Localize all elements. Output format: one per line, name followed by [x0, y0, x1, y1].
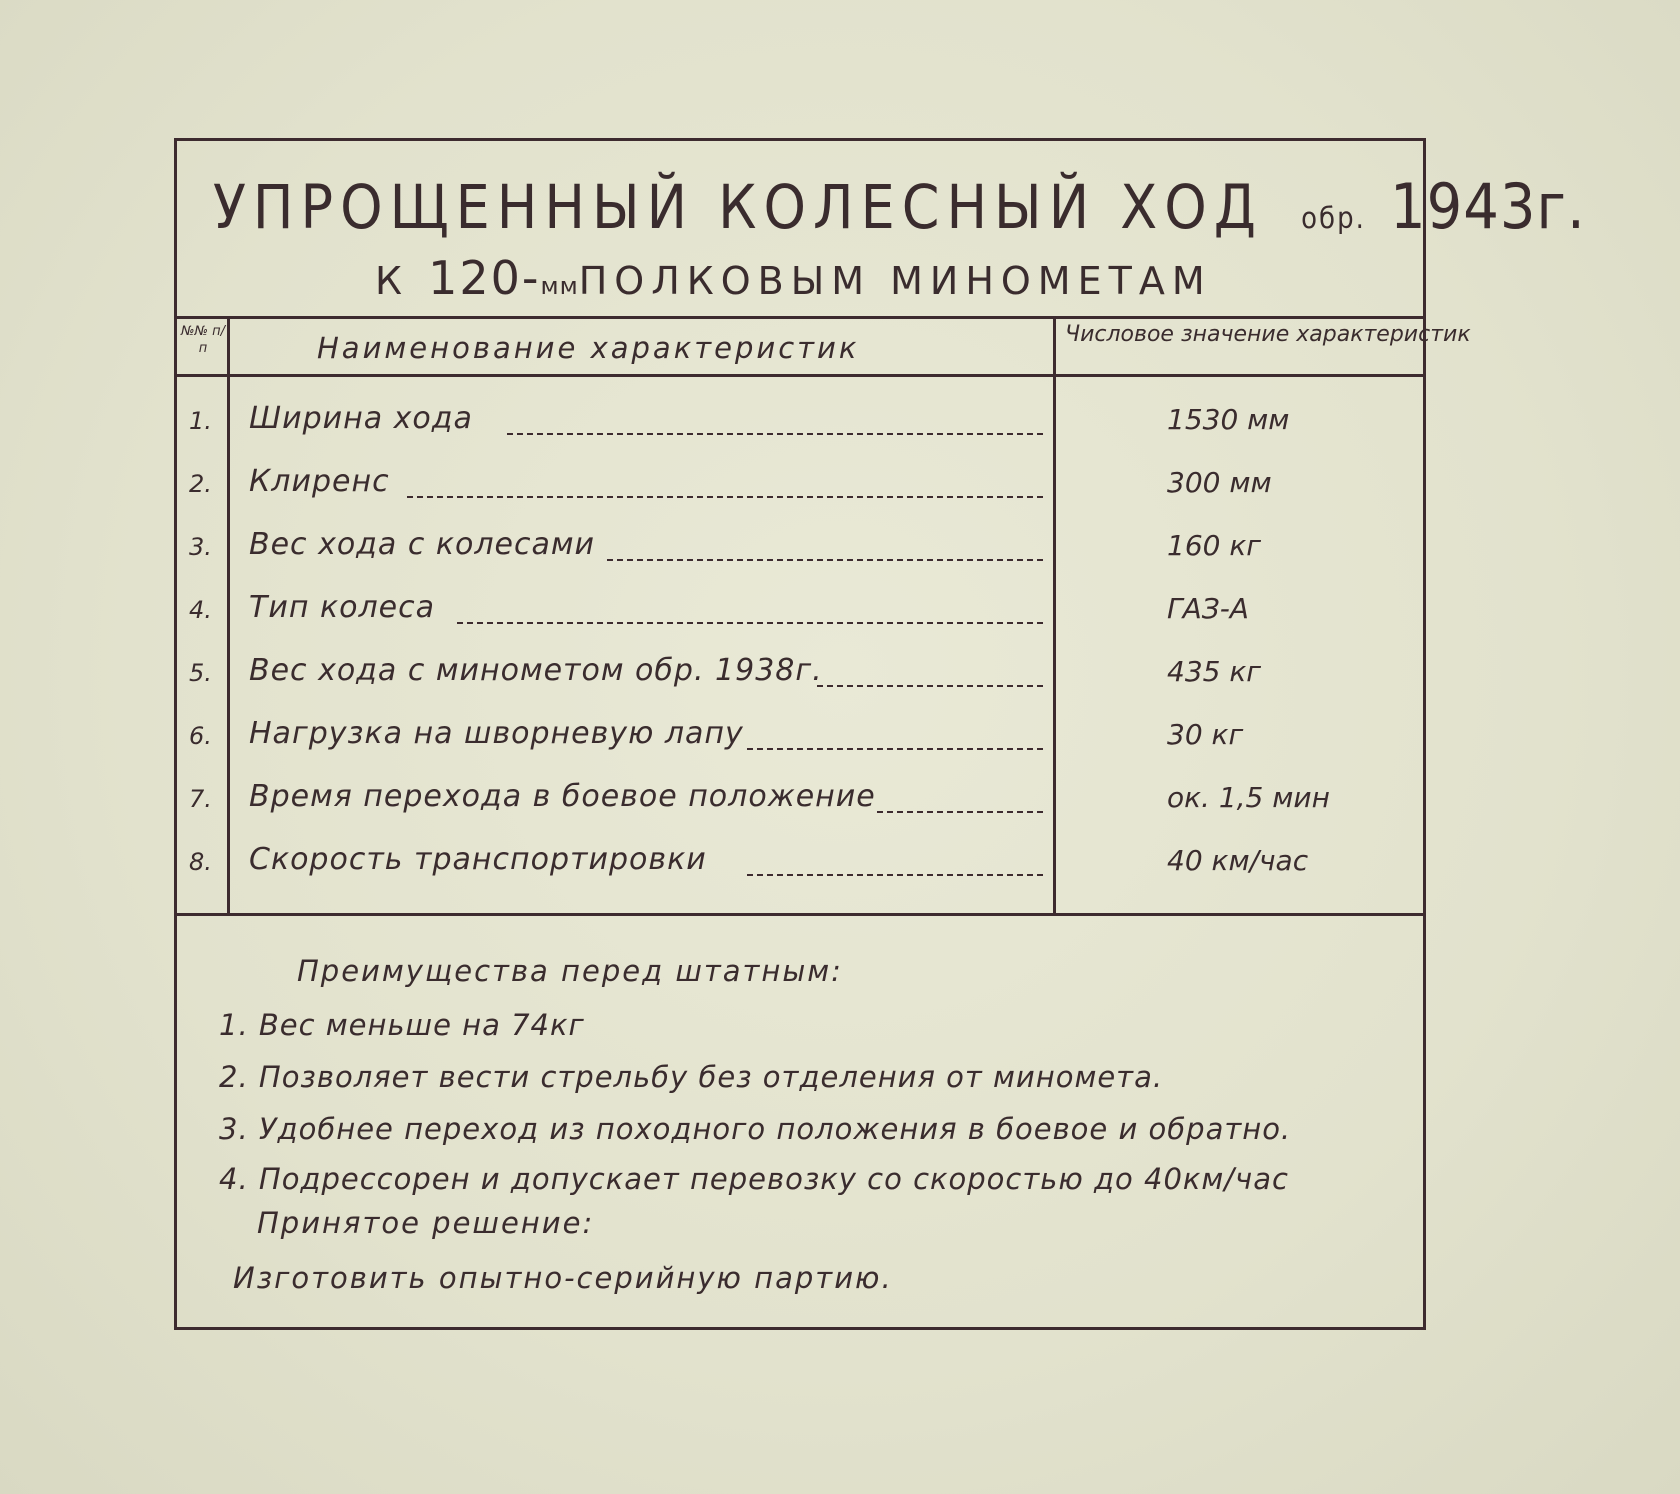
document-title — [213, 171, 1586, 244]
table-row — [177, 393, 1423, 455]
row-value: ок. 1,5 мин — [1167, 781, 1330, 814]
row-number: 3. — [189, 533, 212, 561]
row-value: 435 кг — [1167, 655, 1261, 688]
table-header-row — [177, 319, 1471, 377]
leader-dashes — [747, 874, 1043, 876]
row-number: 8. — [189, 848, 212, 876]
row-value: 40 км/час — [1167, 844, 1309, 877]
row-name: Скорость транспортировки — [249, 842, 707, 877]
row-number: 5. — [189, 659, 212, 687]
row-number: 2. — [189, 470, 212, 498]
leader-dashes — [817, 685, 1043, 687]
header-value: Числовое значение характеристик — [1065, 322, 1471, 347]
decision-title: Принятое решение: — [257, 1206, 595, 1240]
document-sheet — [174, 138, 1586, 1330]
row-value: 160 кг — [1167, 529, 1261, 562]
table-row — [177, 456, 1423, 518]
row-name: Клиренс — [249, 464, 390, 499]
row-name: Тип колеса — [249, 590, 435, 625]
row-name: Вес хода с колесами — [249, 527, 595, 562]
decision-text: Изготовить опытно-серийную партию. — [233, 1261, 893, 1295]
title-year: 1943г. — [1390, 171, 1586, 244]
table-row — [177, 519, 1423, 581]
row-number: 1. — [189, 407, 212, 435]
advantage-item: 1. Вес меньше на 74кг — [219, 1008, 585, 1042]
row-number: 4. — [189, 596, 212, 624]
table-row — [177, 834, 1423, 896]
advantage-item: 4. Подрессорен и допускает перевозку со скоростью до 40км/час — [219, 1162, 1289, 1196]
advantage-item: 2. Позволяет вести стрельбу без отделения от миномета. — [219, 1060, 1164, 1094]
title-obr: обр. — [1301, 202, 1366, 236]
row-name: Вес хода с минометом обр. 1938г. — [249, 653, 823, 688]
subtitle-mm: мм — [540, 272, 579, 300]
advantages-title: Преимущества перед штатным: — [297, 954, 843, 988]
row-number: 7. — [189, 785, 212, 813]
leader-dashes — [877, 811, 1043, 813]
header-name: Наименование характеристик — [317, 331, 860, 365]
subtitle-prefix: К — [375, 259, 409, 303]
header-number: №№ п/п — [180, 324, 226, 356]
row-name: Ширина хода — [249, 401, 473, 436]
subtitle-text: ПОЛКОВЫМ МИНОМЕТАМ — [578, 259, 1212, 303]
title-block — [177, 141, 1586, 319]
row-value: 300 мм — [1167, 466, 1272, 499]
advantage-item: 3. Удобнее переход из походного положения в боевое и обратно. — [219, 1112, 1292, 1146]
table-row — [177, 708, 1423, 770]
notes-block — [177, 913, 1423, 1327]
subtitle-caliber: 120- — [428, 251, 541, 305]
row-number: 6. — [189, 722, 212, 750]
leader-dashes — [747, 748, 1043, 750]
row-value: 30 кг — [1167, 718, 1244, 751]
leader-dashes — [607, 559, 1043, 561]
table-row — [177, 582, 1423, 644]
row-name: Время перехода в боевое положение — [249, 779, 876, 814]
leader-dashes — [507, 433, 1043, 435]
row-value: 1530 мм — [1167, 403, 1290, 436]
row-value: ГАЗ-А — [1167, 592, 1249, 625]
row-name: Нагрузка на шворневую лапу — [249, 716, 744, 751]
leader-dashes — [407, 496, 1043, 498]
table-row — [177, 645, 1423, 707]
table-row — [177, 771, 1423, 833]
title-main: УПРОЩЕННЫЙ КОЛЕСНЫЙ ХОД — [213, 172, 1263, 243]
document-subtitle — [375, 251, 1212, 305]
leader-dashes — [457, 622, 1043, 624]
